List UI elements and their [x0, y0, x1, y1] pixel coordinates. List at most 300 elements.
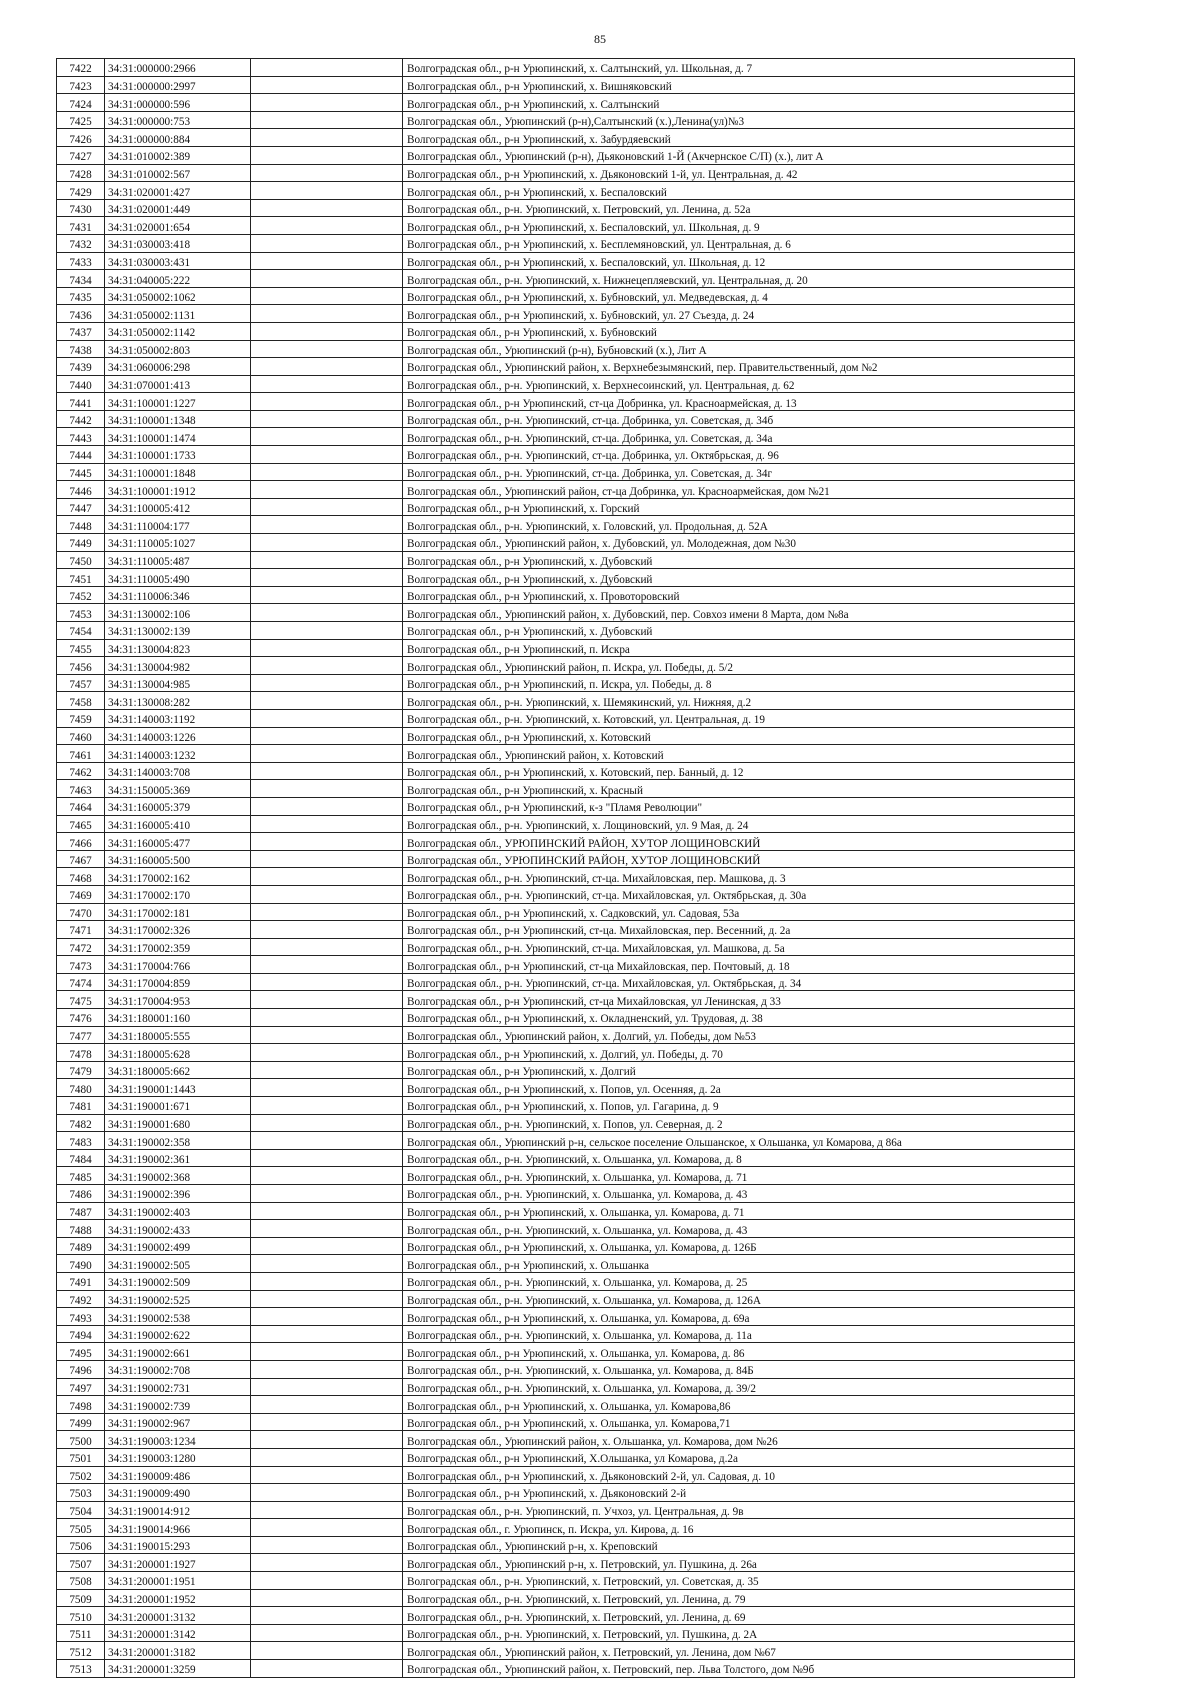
cadastral-number-cell: 34:31:200001:1927 [105, 1554, 251, 1572]
address-cell: Волгоградская обл., р-н. Урюпинский, ст-ца. Добринка, ул. Советская, д. 34а [403, 428, 1075, 446]
empty-cell [251, 446, 403, 464]
table-row [57, 1660, 1075, 1678]
row-number-cell: 7475 [57, 991, 105, 1009]
cadastral-number-cell: 34:31:130002:106 [105, 604, 251, 622]
row-number-cell: 7472 [57, 938, 105, 956]
address-cell: Волгоградская обл., р-н Урюпинский, х. Котовский [403, 727, 1075, 745]
row-number-cell: 7470 [57, 903, 105, 921]
cadastral-number-cell: 34:31:100001:1474 [105, 428, 251, 446]
address-cell: Волгоградская обл., р-н. Урюпинский, х. Петровский, ул. Ленина, д. 52а [403, 199, 1075, 217]
cadastral-number-cell: 34:31:190009:486 [105, 1466, 251, 1484]
table-row [57, 1202, 1075, 1220]
table-row [57, 287, 1075, 305]
cadastral-number-cell: 34:31:190014:912 [105, 1501, 251, 1519]
address-cell: Волгоградская обл., р-н Урюпинский, х. Забурдяевский [403, 129, 1075, 147]
address-cell: Волгоградская обл., р-н Урюпинский, х. Дубовский [403, 569, 1075, 587]
empty-cell [251, 815, 403, 833]
table-row [57, 446, 1075, 464]
cadastral-number-cell: 34:31:190014:966 [105, 1519, 251, 1537]
row-number-cell: 7440 [57, 375, 105, 393]
empty-cell [251, 850, 403, 868]
table-row [57, 1079, 1075, 1097]
table-row [57, 516, 1075, 534]
page-number: 85 [594, 32, 606, 46]
empty-cell [251, 745, 403, 763]
address-cell: Волгоградская обл., р-н Урюпинский, х. Беспаловский, ул. Школьная, д. 12 [403, 252, 1075, 270]
empty-cell [251, 604, 403, 622]
table-row [57, 1466, 1075, 1484]
table-row [57, 146, 1075, 164]
address-cell: Волгоградская обл., р-н Урюпинский, к-з "Пламя Революции" [403, 797, 1075, 815]
address-cell: Волгоградская обл., р-н Урюпинский, х. Беспаловский [403, 182, 1075, 200]
cadastral-number-cell: 34:31:170004:859 [105, 973, 251, 991]
cadastral-number-cell: 34:31:110006:346 [105, 586, 251, 604]
cadastral-number-cell: 34:31:130004:823 [105, 639, 251, 657]
table-row [57, 410, 1075, 428]
table-row [57, 674, 1075, 692]
row-number-cell: 7455 [57, 639, 105, 657]
cadastral-number-cell: 34:31:110005:487 [105, 551, 251, 569]
address-cell: Волгоградская обл., р-н Урюпинский, х. Долгий [403, 1061, 1075, 1079]
table-row [57, 340, 1075, 358]
row-number-cell: 7446 [57, 481, 105, 499]
row-number-cell: 7437 [57, 322, 105, 340]
empty-cell [251, 59, 403, 77]
empty-cell [251, 674, 403, 692]
row-number-cell: 7467 [57, 850, 105, 868]
cadastral-number-cell: 34:31:190003:1280 [105, 1448, 251, 1466]
empty-cell [251, 1624, 403, 1642]
row-number-cell: 7447 [57, 498, 105, 516]
row-number-cell: 7434 [57, 270, 105, 288]
row-number-cell: 7511 [57, 1624, 105, 1642]
table-row [57, 604, 1075, 622]
address-cell: Волгоградская обл., р-н Урюпинский, х. Ольшанка, ул. Комарова,71 [403, 1413, 1075, 1431]
address-cell: Волгоградская обл., р-н Урюпинский, ст-ца Михайловская, пер. Почтовый, д. 18 [403, 956, 1075, 974]
empty-cell [251, 1149, 403, 1167]
table-row [57, 94, 1075, 112]
address-cell: Волгоградская обл., р-н Урюпинский, Х.Ольшанка, ул Комарова, д.2а [403, 1448, 1075, 1466]
row-number-cell: 7474 [57, 973, 105, 991]
cadastral-number-cell: 34:31:050002:1131 [105, 305, 251, 323]
row-number-cell: 7439 [57, 358, 105, 376]
table-row [57, 1360, 1075, 1378]
row-number-cell: 7484 [57, 1149, 105, 1167]
row-number-cell: 7442 [57, 410, 105, 428]
table-row [57, 1325, 1075, 1343]
row-number-cell: 7449 [57, 534, 105, 552]
empty-cell [251, 780, 403, 798]
empty-cell [251, 973, 403, 991]
row-number-cell: 7506 [57, 1536, 105, 1554]
cadastral-number-cell: 34:31:160005:379 [105, 797, 251, 815]
cadastral-number-cell: 34:31:110005:490 [105, 569, 251, 587]
table-row [57, 868, 1075, 886]
address-cell: Волгоградская обл., р-н Урюпинский, х. Салтынский, ул. Школьная, д. 7 [403, 59, 1075, 77]
empty-cell [251, 1466, 403, 1484]
row-number-cell: 7488 [57, 1220, 105, 1238]
address-cell: Волгоградская обл., Урюпинский район, х. Петровский, ул. Ленина, дом №67 [403, 1642, 1075, 1660]
address-cell: Волгоградская обл., р-н. Урюпинский, х. Попов, ул. Северная, д. 2 [403, 1114, 1075, 1132]
cadastral-number-cell: 34:31:160005:500 [105, 850, 251, 868]
address-cell: Волгоградская обл., р-н Урюпинский, х. Дубовский [403, 622, 1075, 640]
table-row [57, 727, 1075, 745]
cadastral-number-cell: 34:31:200001:1951 [105, 1572, 251, 1590]
empty-cell [251, 1114, 403, 1132]
cadastral-number-cell: 34:31:010002:389 [105, 146, 251, 164]
empty-cell [251, 1554, 403, 1572]
table-row [57, 797, 1075, 815]
row-number-cell: 7451 [57, 569, 105, 587]
table-row [57, 199, 1075, 217]
empty-cell [251, 1607, 403, 1625]
row-number-cell: 7445 [57, 463, 105, 481]
table-row [57, 393, 1075, 411]
table-row [57, 639, 1075, 657]
row-number-cell: 7499 [57, 1413, 105, 1431]
address-cell: Волгоградская обл., р-н Урюпинский, х. Ольшанка, ул. Комарова, д. 71 [403, 1202, 1075, 1220]
row-number-cell: 7494 [57, 1325, 105, 1343]
empty-cell [251, 516, 403, 534]
empty-cell [251, 182, 403, 200]
empty-cell [251, 1572, 403, 1590]
address-cell: Волгоградская обл., р-н. Урюпинский, ст-ца. Добринка, ул. Советская, д. 34б [403, 410, 1075, 428]
address-cell: Волгоградская обл., р-н Урюпинский, х. Садковский, ул. Садовая, 53а [403, 903, 1075, 921]
address-cell: Волгоградская обл., р-н Урюпинский, х. Красный [403, 780, 1075, 798]
empty-cell [251, 1484, 403, 1502]
table-row [57, 1185, 1075, 1203]
row-number-cell: 7422 [57, 59, 105, 77]
cadastral-number-cell: 34:31:130004:982 [105, 657, 251, 675]
empty-cell [251, 1272, 403, 1290]
table-row [57, 1114, 1075, 1132]
row-number-cell: 7423 [57, 76, 105, 94]
empty-cell [251, 481, 403, 499]
empty-cell [251, 797, 403, 815]
address-cell: Волгоградская обл., р-н. Урюпинский, ст-ца. Михайловская, ул. Октябрьская, д. 34 [403, 973, 1075, 991]
table-row [57, 1607, 1075, 1625]
address-cell: Волгоградская обл., р-н Урюпинский, х. Ольшанка, ул. Комарова, д. 69а [403, 1308, 1075, 1326]
empty-cell [251, 868, 403, 886]
cadastral-number-cell: 34:31:190002:538 [105, 1308, 251, 1326]
address-cell: Волгоградская обл., р-н Урюпинский, х. Салтынский [403, 94, 1075, 112]
table-row [57, 1642, 1075, 1660]
empty-cell [251, 199, 403, 217]
table-row [57, 692, 1075, 710]
empty-cell [251, 428, 403, 446]
row-number-cell: 7477 [57, 1026, 105, 1044]
property-registry-table [56, 58, 1075, 1678]
cadastral-number-cell: 34:31:000000:2997 [105, 76, 251, 94]
empty-cell [251, 903, 403, 921]
cadastral-number-cell: 34:31:100001:1348 [105, 410, 251, 428]
empty-cell [251, 164, 403, 182]
row-number-cell: 7429 [57, 182, 105, 200]
row-number-cell: 7509 [57, 1589, 105, 1607]
row-number-cell: 7481 [57, 1097, 105, 1115]
empty-cell [251, 234, 403, 252]
cadastral-number-cell: 34:31:050002:1062 [105, 287, 251, 305]
row-number-cell: 7471 [57, 921, 105, 939]
empty-cell [251, 885, 403, 903]
row-number-cell: 7507 [57, 1554, 105, 1572]
empty-cell [251, 727, 403, 745]
empty-cell [251, 1413, 403, 1431]
empty-cell [251, 639, 403, 657]
table-row [57, 1308, 1075, 1326]
address-cell: Волгоградская обл., Урюпинский район, х. Дубовский, ул. Молодежная, дом №30 [403, 534, 1075, 552]
row-number-cell: 7492 [57, 1290, 105, 1308]
address-cell: Волгоградская обл., р-н Урюпинский, х. Дьяконовский 1-й, ул. Центральная, д. 42 [403, 164, 1075, 182]
address-cell: Волгоградская обл., р-н. Урюпинский, х. Ольшанка, ул. Комарова, д. 43 [403, 1185, 1075, 1203]
cadastral-number-cell: 34:31:100001:1733 [105, 446, 251, 464]
row-number-cell: 7502 [57, 1466, 105, 1484]
row-number-cell: 7513 [57, 1660, 105, 1678]
cadastral-number-cell: 34:31:190002:403 [105, 1202, 251, 1220]
table-row [57, 182, 1075, 200]
table-row [57, 956, 1075, 974]
row-number-cell: 7453 [57, 604, 105, 622]
address-cell: Волгоградская обл., р-н. Урюпинский, х. Головский, ул. Продольная, д. 52А [403, 516, 1075, 534]
empty-cell [251, 217, 403, 235]
row-number-cell: 7482 [57, 1114, 105, 1132]
cadastral-number-cell: 34:31:000000:884 [105, 129, 251, 147]
address-cell: Волгоградская обл., р-н. Урюпинский, х. Лощиновский, ул. 9 Мая, д. 24 [403, 815, 1075, 833]
table-row [57, 1431, 1075, 1449]
cadastral-number-cell: 34:31:170002:181 [105, 903, 251, 921]
empty-cell [251, 252, 403, 270]
address-cell: Волгоградская обл., р-н Урюпинский, х. Ольшанка [403, 1255, 1075, 1273]
row-number-cell: 7480 [57, 1079, 105, 1097]
empty-cell [251, 463, 403, 481]
empty-cell [251, 1308, 403, 1326]
empty-cell [251, 358, 403, 376]
table-row [57, 709, 1075, 727]
table-row [57, 111, 1075, 129]
row-number-cell: 7487 [57, 1202, 105, 1220]
address-cell: Волгоградская обл., Урюпинский район, х. Петровский, пер. Льва Толстого, дом №9б [403, 1660, 1075, 1678]
address-cell: Волгоградская обл., р-н Урюпинский, х. Долгий, ул. Победы, д. 70 [403, 1044, 1075, 1062]
cadastral-number-cell: 34:31:070001:413 [105, 375, 251, 393]
address-cell: Волгоградская обл., р-н. Урюпинский, х. Петровский, ул. Ленина, д. 79 [403, 1589, 1075, 1607]
table-row [57, 1167, 1075, 1185]
empty-cell [251, 76, 403, 94]
empty-cell [251, 94, 403, 112]
empty-cell [251, 1009, 403, 1027]
row-number-cell: 7450 [57, 551, 105, 569]
table-row [57, 1237, 1075, 1255]
row-number-cell: 7457 [57, 674, 105, 692]
cadastral-number-cell: 34:31:160005:477 [105, 833, 251, 851]
row-number-cell: 7460 [57, 727, 105, 745]
cadastral-number-cell: 34:31:190002:661 [105, 1343, 251, 1361]
row-number-cell: 7462 [57, 762, 105, 780]
row-number-cell: 7464 [57, 797, 105, 815]
empty-cell [251, 1290, 403, 1308]
address-cell: Волгоградская обл., р-н Урюпинский, х. Провоторовский [403, 586, 1075, 604]
cadastral-number-cell: 34:31:150005:369 [105, 780, 251, 798]
empty-cell [251, 1343, 403, 1361]
table-row [57, 938, 1075, 956]
row-number-cell: 7469 [57, 885, 105, 903]
empty-cell [251, 1132, 403, 1150]
empty-cell [251, 1642, 403, 1660]
address-cell: Волгоградская обл., р-н. Урюпинский, х. Ольшанка, ул. Комарова, д. 11а [403, 1325, 1075, 1343]
row-number-cell: 7493 [57, 1308, 105, 1326]
table-row [57, 1378, 1075, 1396]
address-cell: Волгоградская обл., р-н Урюпинский, х. Бубновский, ул. 27 Съезда, д. 24 [403, 305, 1075, 323]
address-cell: Волгоградская обл., р-н. Урюпинский, х. Ольшанка, ул. Комарова, д. 39/2 [403, 1378, 1075, 1396]
table-row [57, 1009, 1075, 1027]
row-number-cell: 7458 [57, 692, 105, 710]
table-row [57, 815, 1075, 833]
empty-cell [251, 146, 403, 164]
cadastral-number-cell: 34:31:200001:3259 [105, 1660, 251, 1678]
cadastral-number-cell: 34:31:140003:1232 [105, 745, 251, 763]
table-row [57, 921, 1075, 939]
empty-cell [251, 991, 403, 1009]
address-cell: Волгоградская обл., Урюпинский р-н, х. Петровский, ул. Пушкина, д. 26а [403, 1554, 1075, 1572]
empty-cell [251, 1185, 403, 1203]
address-cell: Волгоградская обл., Урюпинский р-н, сельское поселение Ольшанское, х Ольшанка, ул Комарова, д 86а [403, 1132, 1075, 1150]
cadastral-number-cell: 34:31:010002:567 [105, 164, 251, 182]
row-number-cell: 7465 [57, 815, 105, 833]
cadastral-number-cell: 34:31:190001:1443 [105, 1079, 251, 1097]
address-cell: Волгоградская обл., р-н Урюпинский, х. Окладненский, ул. Трудовая, д. 38 [403, 1009, 1075, 1027]
address-cell: Волгоградская обл., р-н Урюпинский, х. Попов, ул. Осенняя, д. 2а [403, 1079, 1075, 1097]
cadastral-number-cell: 34:31:190001:671 [105, 1097, 251, 1115]
cadastral-number-cell: 34:31:190003:1234 [105, 1431, 251, 1449]
address-cell: Волгоградская обл., р-н. Урюпинский, х. Котовский, ул. Центральная, д. 19 [403, 709, 1075, 727]
empty-cell [251, 692, 403, 710]
row-number-cell: 7489 [57, 1237, 105, 1255]
cadastral-number-cell: 34:31:100005:412 [105, 498, 251, 516]
cadastral-number-cell: 34:31:200001:1952 [105, 1589, 251, 1607]
cadastral-number-cell: 34:31:100001:1848 [105, 463, 251, 481]
table-row [57, 1272, 1075, 1290]
table-row [57, 850, 1075, 868]
empty-cell [251, 534, 403, 552]
row-number-cell: 7485 [57, 1167, 105, 1185]
table-row [57, 59, 1075, 77]
row-number-cell: 7441 [57, 393, 105, 411]
table-row [57, 885, 1075, 903]
table-row [57, 1061, 1075, 1079]
empty-cell [251, 340, 403, 358]
row-number-cell: 7478 [57, 1044, 105, 1062]
cadastral-number-cell: 34:31:190002:433 [105, 1220, 251, 1238]
address-cell: Волгоградская обл., р-н. Урюпинский, х. Верхнесоинский, ул. Центральная, д. 62 [403, 375, 1075, 393]
address-cell: Волгоградская обл., р-н. Урюпинский, ст-ца. Добринка, ул. Октябрьская, д. 96 [403, 446, 1075, 464]
empty-cell [251, 1325, 403, 1343]
empty-cell [251, 1220, 403, 1238]
cadastral-number-cell: 34:31:140003:708 [105, 762, 251, 780]
cadastral-number-cell: 34:31:160005:410 [105, 815, 251, 833]
cadastral-number-cell: 34:31:180005:628 [105, 1044, 251, 1062]
cadastral-number-cell: 34:31:140003:1226 [105, 727, 251, 745]
empty-cell [251, 1536, 403, 1554]
table-row [57, 129, 1075, 147]
empty-cell [251, 1589, 403, 1607]
address-cell: Волгоградская обл., р-н Урюпинский, х. Бесплемяновский, ул. Центральная, д. 6 [403, 234, 1075, 252]
row-number-cell: 7473 [57, 956, 105, 974]
cadastral-number-cell: 34:31:130002:139 [105, 622, 251, 640]
row-number-cell: 7508 [57, 1572, 105, 1590]
table-row [57, 657, 1075, 675]
empty-cell [251, 322, 403, 340]
cadastral-number-cell: 34:31:190002:739 [105, 1396, 251, 1414]
empty-cell [251, 1044, 403, 1062]
cadastral-number-cell: 34:31:000000:596 [105, 94, 251, 112]
row-number-cell: 7433 [57, 252, 105, 270]
row-number-cell: 7432 [57, 234, 105, 252]
row-number-cell: 7443 [57, 428, 105, 446]
table-row [57, 1044, 1075, 1062]
table-row [57, 217, 1075, 235]
cadastral-number-cell: 34:31:170002:170 [105, 885, 251, 903]
table-row [57, 973, 1075, 991]
cadastral-number-cell: 34:31:190002:368 [105, 1167, 251, 1185]
address-cell: Волгоградская обл., р-н Урюпинский, х. Дубовский [403, 551, 1075, 569]
table-row [57, 745, 1075, 763]
address-cell: Волгоградская обл., Урюпинский район, п. Искра, ул. Победы, д. 5/2 [403, 657, 1075, 675]
row-number-cell: 7456 [57, 657, 105, 675]
row-number-cell: 7486 [57, 1185, 105, 1203]
cadastral-number-cell: 34:31:200001:3182 [105, 1642, 251, 1660]
row-number-cell: 7491 [57, 1272, 105, 1290]
cadastral-number-cell: 34:31:190002:967 [105, 1413, 251, 1431]
address-cell: Волгоградская обл., р-н Урюпинский, х. Ольшанка, ул. Комарова, д. 126Б [403, 1237, 1075, 1255]
empty-cell [251, 1026, 403, 1044]
cadastral-number-cell: 34:31:050002:1142 [105, 322, 251, 340]
row-number-cell: 7501 [57, 1448, 105, 1466]
cadastral-number-cell: 34:31:190002:622 [105, 1325, 251, 1343]
address-cell: Волгоградская обл., р-н. Урюпинский, п. Учхоз, ул. Центральная, д. 9в [403, 1501, 1075, 1519]
cadastral-number-cell: 34:31:110004:177 [105, 516, 251, 534]
cadastral-number-cell: 34:31:020001:449 [105, 199, 251, 217]
address-cell: Волгоградская обл., р-н Урюпинский, х. Дьяконовский 2-й, ул. Садовая, д. 10 [403, 1466, 1075, 1484]
row-number-cell: 7503 [57, 1484, 105, 1502]
row-number-cell: 7427 [57, 146, 105, 164]
address-cell: Волгоградская обл., р-н. Урюпинский, х. Ольшанка, ул. Комарова, д. 8 [403, 1149, 1075, 1167]
address-cell: Волгоградская обл., р-н Урюпинский, х. Дьяконовский 2-й [403, 1484, 1075, 1502]
table-row [57, 375, 1075, 393]
table-row [57, 534, 1075, 552]
cadastral-number-cell: 34:31:190002:358 [105, 1132, 251, 1150]
row-number-cell: 7476 [57, 1009, 105, 1027]
table-row [57, 164, 1075, 182]
row-number-cell: 7459 [57, 709, 105, 727]
cadastral-number-cell: 34:31:190002:396 [105, 1185, 251, 1203]
row-number-cell: 7438 [57, 340, 105, 358]
row-number-cell: 7479 [57, 1061, 105, 1079]
empty-cell [251, 393, 403, 411]
address-cell: Волгоградская обл., р-н Урюпинский, х. Вишняковский [403, 76, 1075, 94]
table-row [57, 1290, 1075, 1308]
row-number-cell: 7500 [57, 1431, 105, 1449]
empty-cell [251, 1501, 403, 1519]
cadastral-number-cell: 34:31:190009:490 [105, 1484, 251, 1502]
empty-cell [251, 921, 403, 939]
empty-cell [251, 1061, 403, 1079]
empty-cell [251, 1097, 403, 1115]
address-cell: Волгоградская обл., р-н. Урюпинский, х. Ольшанка, ул. Комарова, д. 126А [403, 1290, 1075, 1308]
cadastral-number-cell: 34:31:020001:654 [105, 217, 251, 235]
cadastral-number-cell: 34:31:200001:3132 [105, 1607, 251, 1625]
empty-cell [251, 111, 403, 129]
cadastral-number-cell: 34:31:000000:2966 [105, 59, 251, 77]
cadastral-number-cell: 34:31:170004:766 [105, 956, 251, 974]
